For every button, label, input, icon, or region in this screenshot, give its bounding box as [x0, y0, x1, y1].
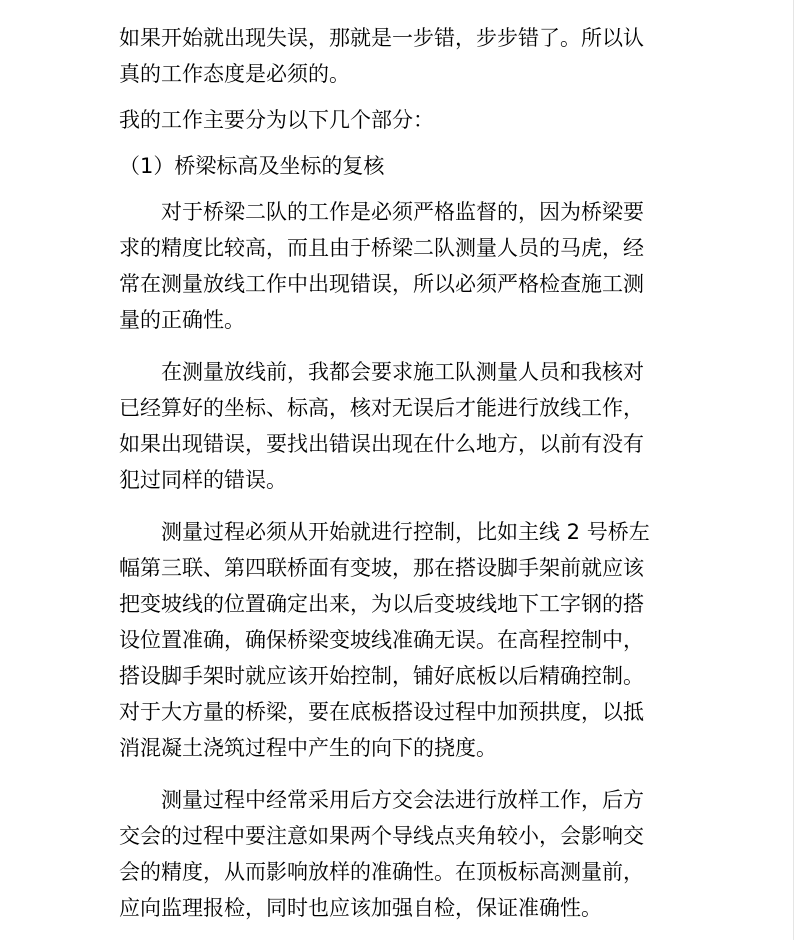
paragraph-resection: 测量过程中经常采用后方交会法进行放样工作，后方交会的过程中要注意如果两个导线点夹角较小，会影响交会的精度，从而影响放样的准确性。在顶板标高测量前，应向监理报检，同时也应该加强自检，保证准确性。	[119, 788, 644, 920]
paragraph-before-layout: 在测量放线前，我都会要求施工队测量人员和我核对已经算好的坐标、标高，核对无误后才能进行放线工作，如果出现错误，要找出错误出现在什么地方，以前有没有犯过同样的错误。	[119, 360, 644, 492]
document-body	[119, 20, 659, 926]
paragraph-work-parts: 我的工作主要分为以下几个部分：	[119, 108, 434, 132]
paragraph-intro-continuation: 如果开始就出现失误，那就是一步错，步步错了。所以认真的工作态度是必须的。	[119, 26, 644, 86]
section-heading-1: （1）桥梁标高及坐标的复核	[119, 154, 385, 178]
paragraph-supervision: 对于桥梁二队的工作是必须严格监督的，因为桥梁要求的精度比较高，而且由于桥梁二队测量人员的马虎，经常在测量放线工作中出现错误，所以必须严格检查施工测量的正确性。	[119, 200, 644, 332]
paragraph-process-control: 测量过程必须从开始就进行控制，比如主线 2 号桥左幅第三联、第四联桥面有变坡，那在搭设脚手架前就应该把变坡线的位置确定出来，为以后变坡线地下工字钢的搭设位置准确，确保桥梁变坡线准确无误。在高程控制中，搭设脚手架时就应该开始控制，铺好底板以后精确控制。对于大方量的桥梁，要在底板搭设过程中加预拱度，以抵消混凝土浇筑过程中产生的向下的挠度。	[119, 520, 650, 760]
